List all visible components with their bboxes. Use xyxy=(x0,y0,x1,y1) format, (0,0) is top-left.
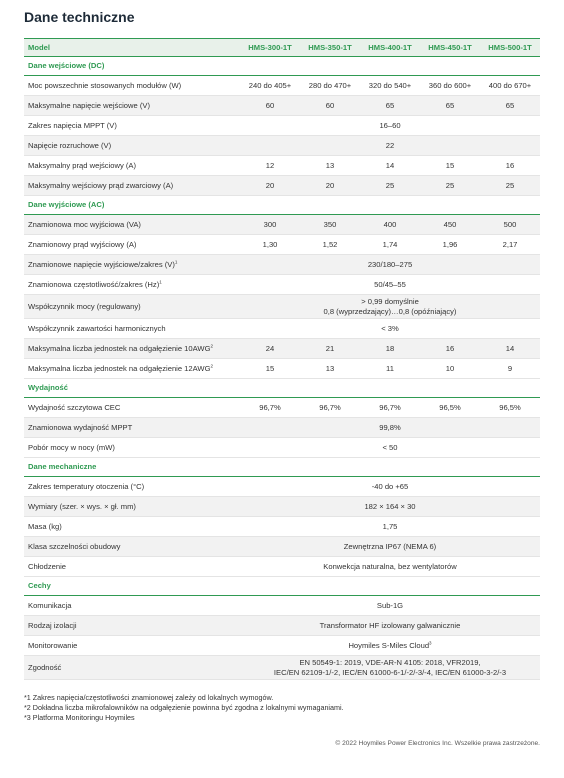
spec-label xyxy=(24,359,240,379)
table-row xyxy=(24,477,540,497)
table-row xyxy=(24,255,540,275)
spec-value-text: 22 xyxy=(385,140,395,150)
spec-value-text: < 3% xyxy=(381,323,399,333)
spec-value-text: 99,8% xyxy=(379,422,401,432)
section-row xyxy=(24,577,540,596)
table-row xyxy=(24,418,540,438)
spec-label-text: Maksymalna liczba jednostek na odgałęzienie 10AWG xyxy=(28,343,211,353)
spec-value-text: > 0,99 domyślnie xyxy=(361,297,419,307)
spec-label xyxy=(24,176,240,196)
spec-label xyxy=(24,438,240,458)
spec-label xyxy=(24,319,240,339)
table-row xyxy=(24,596,540,616)
table-row xyxy=(24,176,540,196)
spec-value: 16 xyxy=(420,339,480,359)
footnote-ref: 1 xyxy=(174,259,178,265)
spec-value-span xyxy=(240,438,540,458)
spec-value: 96,7% xyxy=(300,398,360,418)
spec-value-span xyxy=(240,136,540,156)
spec-value: 25 xyxy=(360,176,420,196)
spec-value: 9 xyxy=(480,359,540,379)
spec-label xyxy=(24,235,240,255)
footnote-ref: 3 xyxy=(429,640,432,646)
section-row xyxy=(24,57,540,76)
spec-value-span xyxy=(240,656,540,680)
spec-label-text: Maksymalny prąd wejściowy (A) xyxy=(28,160,137,170)
table-row xyxy=(24,616,540,636)
spec-value: 1,52 xyxy=(300,235,360,255)
header-model-1: HMS-300-1T xyxy=(248,42,292,52)
spec-value: 20 xyxy=(300,176,360,196)
spec-label xyxy=(24,418,240,438)
table-row xyxy=(24,359,540,379)
spec-label-text: Znamionowy prąd wyjściowy (A) xyxy=(28,239,137,249)
spec-label-text: Znamionowa częstotliwość/zakres (Hz) xyxy=(28,279,160,289)
spec-value: 65 xyxy=(360,96,420,116)
section-title: Cechy xyxy=(24,577,540,596)
spec-value-span xyxy=(240,596,540,616)
spec-value: 11 xyxy=(360,359,420,379)
header-model-label: Model xyxy=(28,42,50,52)
spec-value-text: Hoymiles S-Miles Cloud xyxy=(348,640,430,650)
spec-value-span xyxy=(240,537,540,557)
spec-value: 20 xyxy=(240,176,300,196)
table-row xyxy=(24,76,540,96)
spec-value: 2,17 xyxy=(480,235,540,255)
spec-label-text: Zakres napięcia MPPT (V) xyxy=(28,120,117,130)
table-row xyxy=(24,438,540,458)
spec-label xyxy=(24,295,240,319)
spec-label xyxy=(24,116,240,136)
footnote: *1 Zakres napięcia/częstotliwości znamionowej zależy od lokalnych wymogów. xyxy=(24,693,274,702)
spec-label xyxy=(24,275,240,295)
spec-value: 18 xyxy=(360,339,420,359)
spec-label xyxy=(24,497,240,517)
spec-value-span xyxy=(240,477,540,497)
table-row xyxy=(24,557,540,577)
spec-value: 400 do 670+ xyxy=(480,76,540,96)
spec-value-text: EN 50549-1: 2019, VDE-AR-N 4105: 2018, VFR2019, xyxy=(299,658,481,668)
spec-value-span xyxy=(240,557,540,577)
footnote: *3 Platforma Monitoringu Hoymiles xyxy=(24,713,135,722)
footnote-ref: 1 xyxy=(159,279,162,285)
spec-label xyxy=(24,136,240,156)
table-row xyxy=(24,517,540,537)
spec-label xyxy=(24,616,240,636)
copyright-notice: © 2022 Hoymiles Power Electronics Inc. Wszelkie prawa zastrzeżone. xyxy=(335,740,540,747)
spec-value: 21 xyxy=(300,339,360,359)
table-row xyxy=(24,398,540,418)
spec-value: 14 xyxy=(360,156,420,176)
spec-value: 96,7% xyxy=(240,398,300,418)
spec-value: 12 xyxy=(240,156,300,176)
spec-value: 360 do 600+ xyxy=(420,76,480,96)
spec-value: 96,5% xyxy=(420,398,480,418)
spec-label-text: Maksymalne napięcie wejściowe (V) xyxy=(28,100,150,110)
spec-value: 13 xyxy=(300,359,360,379)
header-model-4: HMS-450-1T xyxy=(428,42,472,52)
spec-label-text: Współczynnik mocy (regulowany) xyxy=(28,301,141,311)
spec-value: 60 xyxy=(240,96,300,116)
table-row xyxy=(24,156,540,176)
spec-value-text: 50/45–55 xyxy=(374,279,406,289)
spec-value: 10 xyxy=(420,359,480,379)
spec-label-text: Wydajność szczytowa CEC xyxy=(28,402,121,412)
table-row xyxy=(24,96,540,116)
spec-label xyxy=(24,517,240,537)
spec-table-body xyxy=(24,39,540,680)
spec-label xyxy=(24,596,240,616)
spec-label-text: Wymiary (szer. × wys. × gł. mm) xyxy=(28,501,136,511)
table-row xyxy=(24,537,540,557)
spec-value: 350 xyxy=(300,215,360,235)
spec-value: 240 do 405+ xyxy=(240,76,300,96)
table-row xyxy=(24,235,540,255)
section-title: Dane mechaniczne xyxy=(24,458,540,477)
spec-value-text: 182 × 164 × 30 xyxy=(364,501,416,511)
section-title: Dane wyjściowe (AC) xyxy=(24,196,540,215)
spec-value-span xyxy=(240,275,540,295)
spec-value-text: 230/180–275 xyxy=(367,259,413,269)
footnote: *2 Dokładna liczba mikrofalowników na odgałęzienie powinna być zgodna z lokalnymi wymaganiami. xyxy=(24,703,344,712)
spec-label xyxy=(24,398,240,418)
spec-value: 15 xyxy=(240,359,300,379)
section-title: Dane wejściowe (DC) xyxy=(24,57,540,76)
spec-label xyxy=(24,339,240,359)
spec-label-text: Klasa szczelności obudowy xyxy=(28,541,121,551)
spec-label-text: Zakres temperatury otoczenia (°C) xyxy=(28,481,145,491)
spec-value: 96,5% xyxy=(480,398,540,418)
spec-value: 25 xyxy=(420,176,480,196)
spec-value: 320 do 540+ xyxy=(360,76,420,96)
spec-value-text: 1,75 xyxy=(382,521,398,531)
spec-value: 500 xyxy=(480,215,540,235)
spec-table xyxy=(24,38,540,680)
spec-label-text: Monitorowanie xyxy=(28,640,78,650)
spec-label-text: Chłodzenie xyxy=(28,561,66,571)
spec-label xyxy=(24,557,240,577)
spec-value: 400 xyxy=(360,215,420,235)
spec-value-span xyxy=(240,255,540,275)
spec-value-text: Zewnętrzna IP67 (NEMA 6) xyxy=(343,541,437,551)
spec-value: 450 xyxy=(420,215,480,235)
spec-label xyxy=(24,477,240,497)
spec-value: 65 xyxy=(480,96,540,116)
spec-value: 280 do 470+ xyxy=(300,76,360,96)
spec-value: 60 xyxy=(300,96,360,116)
spec-value-text: -40 do +65 xyxy=(371,481,409,491)
spec-label xyxy=(24,215,240,235)
spec-value-text: Sub-1G xyxy=(376,600,404,610)
table-row xyxy=(24,656,540,680)
spec-label-text: Rodzaj izolacji xyxy=(28,620,77,630)
spec-label xyxy=(24,156,240,176)
spec-value: 15 xyxy=(420,156,480,176)
header-model-5: HMS-500-1T xyxy=(488,42,532,52)
spec-value: 1,30 xyxy=(240,235,300,255)
spec-label-text: Maksymalny wejściowy prąd zwarciowy (A) xyxy=(28,180,174,190)
spec-value-span xyxy=(240,517,540,537)
spec-label xyxy=(24,537,240,557)
table-header-row xyxy=(24,39,540,57)
section-row xyxy=(24,379,540,398)
spec-value: 96,7% xyxy=(360,398,420,418)
table-row xyxy=(24,116,540,136)
table-row xyxy=(24,215,540,235)
table-row xyxy=(24,295,540,319)
spec-value: 24 xyxy=(240,339,300,359)
header-model-2: HMS-350-1T xyxy=(308,42,352,52)
spec-label-text: Znamionowa wydajność MPPT xyxy=(28,422,133,432)
spec-label xyxy=(24,76,240,96)
spec-value-span xyxy=(240,616,540,636)
table-row xyxy=(24,339,540,359)
table-row xyxy=(24,497,540,517)
section-row xyxy=(24,458,540,477)
spec-value-text-line2: IEC/EN 62109-1/-2, IEC/EN 61000-6-1/-2/-3/-4, IEC/EN 61000-3-2/-3 xyxy=(273,667,507,677)
spec-label-text: Masa (kg) xyxy=(28,521,62,531)
spec-label-text: Znamionowa moc wyjściowa (VA) xyxy=(28,219,141,229)
spec-label-text: Zgodność xyxy=(28,662,62,672)
spec-label-text: Maksymalna liczba jednostek na odgałęzienie 12AWG xyxy=(28,363,211,373)
table-row xyxy=(24,636,540,656)
spec-label xyxy=(24,255,240,275)
section-title: Wydajność xyxy=(24,379,540,398)
spec-label xyxy=(24,96,240,116)
spec-value: 65 xyxy=(420,96,480,116)
spec-label-text: Współczynnik zawartości harmonicznych xyxy=(28,323,166,333)
header-model-3: HMS-400-1T xyxy=(368,42,412,52)
spec-value: 14 xyxy=(480,339,540,359)
spec-value: 16 xyxy=(480,156,540,176)
spec-value: 25 xyxy=(480,176,540,196)
table-row xyxy=(24,275,540,295)
spec-value-text: Konwekcja naturalna, bez wentylatorów xyxy=(323,561,457,571)
spec-label-text: Komunikacja xyxy=(28,600,72,610)
spec-value-span xyxy=(240,418,540,438)
spec-label-text: Pobór mocy w nocy (mW) xyxy=(28,442,115,452)
section-row xyxy=(24,196,540,215)
footnote-ref: 2 xyxy=(210,363,214,369)
footnote-ref: 2 xyxy=(210,343,214,349)
page-title: Dane techniczne xyxy=(24,9,135,25)
spec-value-span xyxy=(240,497,540,517)
spec-value-span xyxy=(240,319,540,339)
spec-value: 13 xyxy=(300,156,360,176)
spec-label-text: Napięcie rozruchowe (V) xyxy=(28,140,112,150)
spec-label-text: Moc powszechnie stosowanych modułów (W) xyxy=(28,80,182,90)
spec-value-text: Transformator HF izolowany galwanicznie xyxy=(319,620,461,630)
spec-value: 300 xyxy=(240,215,300,235)
spec-value: 1,74 xyxy=(360,235,420,255)
spec-value: 1,96 xyxy=(420,235,480,255)
spec-value-text: < 50 xyxy=(382,442,398,452)
spec-label xyxy=(24,656,240,680)
footnotes xyxy=(24,693,344,723)
spec-value-text-line2: 0,8 (wyprzedzający)…0,8 (opóźniający) xyxy=(323,306,457,316)
spec-value-text: 16–60 xyxy=(379,120,401,130)
table-row xyxy=(24,136,540,156)
spec-label-text: Znamionowe napięcie wyjściowe/zakres (V) xyxy=(28,259,175,269)
table-row xyxy=(24,319,540,339)
spec-label xyxy=(24,636,240,656)
spec-value-span xyxy=(240,295,540,319)
spec-value-span xyxy=(240,636,540,656)
spec-value-span xyxy=(240,116,540,136)
